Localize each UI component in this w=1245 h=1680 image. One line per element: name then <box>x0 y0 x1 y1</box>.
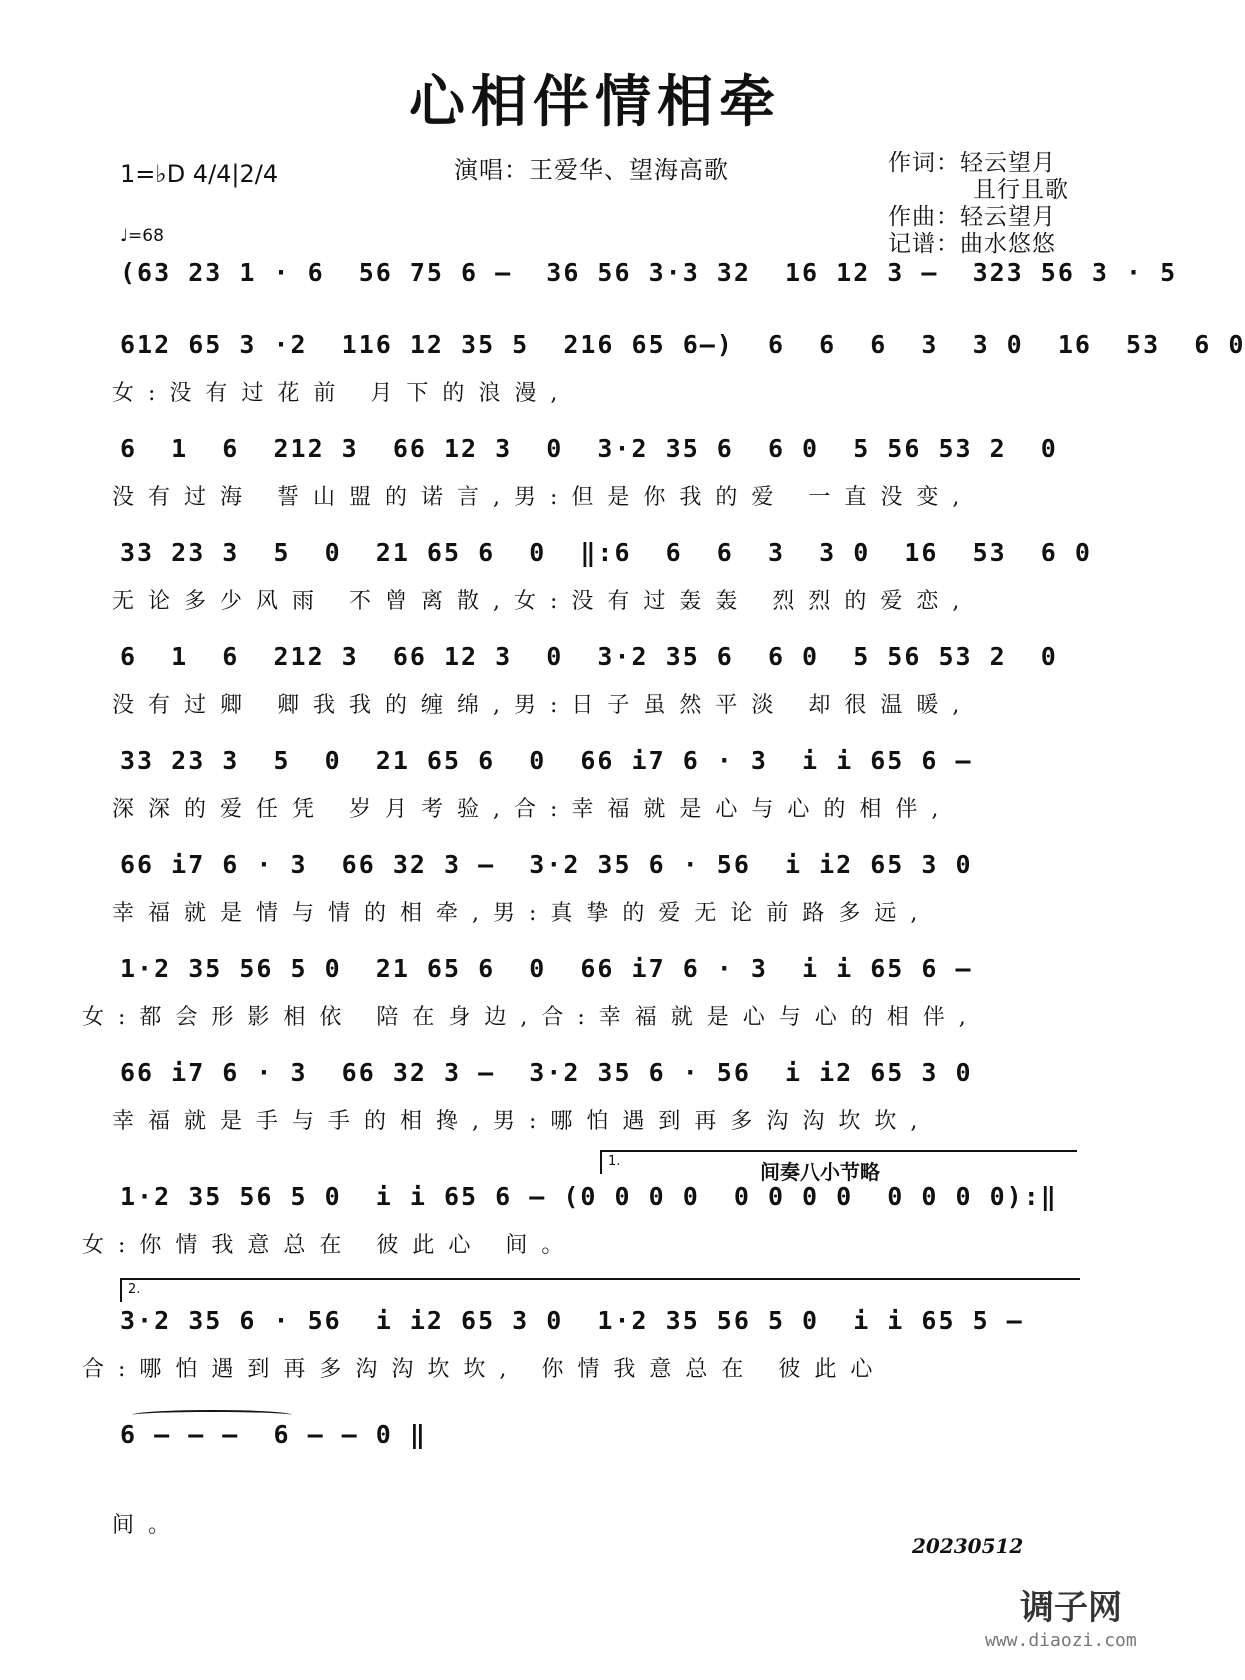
notation-line-1: (63 23 1 · 6 56 75 6 – 36 56 3·3 32 16 12 3 – 323 56 3 · 5 <box>120 258 1178 287</box>
watermark-url: www.diaozi.com <box>985 1630 1137 1651</box>
lyricist-2: 且行且歌 <box>973 177 1069 203</box>
score-line <box>120 330 1245 360</box>
lyricist-1: 轻云望月 <box>960 150 1056 176</box>
transcriber: 曲水悠悠 <box>960 231 1056 257</box>
singer-credit: 演唱：王爱华、望海高歌 <box>454 156 729 184</box>
score-line <box>120 1182 1078 1212</box>
lyric-line-9: 幸福就是手与手的相搀,男:哪怕遇到再多沟沟坎坎, <box>112 1109 932 1134</box>
key-signature: 1=♭D 4/4|2/4 <box>120 160 279 188</box>
lyricist-label: 作词： <box>888 150 960 176</box>
lyric-line-2: 女:没有过花前 月下的浪漫, <box>112 381 572 406</box>
score-line <box>120 258 1178 288</box>
lyric-line-10: 女:你情我意总在 彼此心 间。 <box>82 1233 578 1258</box>
notation-line-6: 33 23 3 5 0 21 65 6 0 66 i7 6 · 3 i i 65 6 – <box>120 746 973 775</box>
lyric-line-6: 深深的爱任凭 岁月考验,合:幸福就是心与心的相伴, <box>112 797 953 822</box>
volta-2-bracket <box>120 1278 1080 1302</box>
score-line <box>120 746 1078 776</box>
lyric-line-8: 女:都会形影相依 陪在身边,合:幸福就是心与心的相伴, <box>82 1005 980 1030</box>
lyric-line-5: 没有过卿 卿我我的缠绵,男:日子虽然平淡 却很温暖, <box>112 693 974 718</box>
notation-line-5: 6 1 6 212 3 66 12 3 0 3·2 35 6 6 0 5 56 53 2 0 <box>120 642 1058 671</box>
notation-line-9: 66 i7 6 · 3 66 32 3 – 3·2 35 6 · 56 i i2 65 3 0 <box>120 1058 973 1087</box>
notation-line-3: 6 1 6 212 3 66 12 3 0 3·2 35 6 6 0 5 56 53 2 0 <box>120 434 1058 463</box>
notation-line-12: 6 – – – 6 – – 0 ‖ <box>120 1420 427 1449</box>
lyric-line-12: 间。 <box>112 1513 185 1538</box>
score-line <box>120 850 1078 880</box>
notation-line-10: 1·2 35 56 5 0 i i 65 6 – (0 0 0 0 0 0 0 0 0 0 0 0):‖ <box>120 1182 1058 1211</box>
lyric-line-7: 幸福就是情与情的相牵,男:真挚的爱无论前路多远, <box>112 901 932 926</box>
notation-line-11: 3·2 35 6 · 56 i i2 65 3 0 1·2 35 56 5 0 i i 65 5 – <box>120 1306 1024 1335</box>
lyric-line-4: 无论多少风雨 不曾离散,女:没有过轰轰 烈烈的爱恋, <box>112 589 974 614</box>
notation-line-4: 33 23 3 5 0 21 65 6 0 ‖:6 6 6 3 3 0 16 53 6 0 <box>120 538 1092 567</box>
score-line <box>120 642 1078 672</box>
notation-line-7: 66 i7 6 · 3 66 32 3 – 3·2 35 6 · 56 i i2 65 3 0 <box>120 850 973 879</box>
score-line <box>120 434 1078 464</box>
score-line <box>120 538 1092 568</box>
lyric-line-3: 没有过海 誓山盟的诺言,男:但是你我的爱 一直没变, <box>112 485 974 510</box>
volta-2-label: 2. <box>128 1282 141 1297</box>
score-line <box>120 1420 440 1450</box>
notation-line-2: 612 65 3 ·2 116 12 35 5 216 65 6–) 6 6 6 3 3 0 16 53 6 0 <box>120 330 1245 359</box>
lyric-line-11: 合:哪怕遇到再多沟沟坎坎, 你情我意总在 彼此心 <box>82 1357 887 1382</box>
score-line <box>120 954 1078 984</box>
credits-block <box>888 150 1069 258</box>
watermark-logo: 调子网 <box>1020 1588 1122 1628</box>
date-stamp: 20230512 <box>912 1534 1024 1558</box>
volta-1-label: 1. <box>608 1154 621 1169</box>
composer-label: 作曲： <box>888 204 960 230</box>
score-line <box>120 1058 1078 1088</box>
notation-line-8: 1·2 35 56 5 0 21 65 6 0 66 i7 6 · 3 i i 65 6 – <box>120 954 973 983</box>
final-tie <box>132 1410 292 1420</box>
interlude-note: 间奏八小节略 <box>760 1160 880 1184</box>
composer: 轻云望月 <box>960 204 1056 230</box>
transcriber-label: 记谱： <box>888 231 960 257</box>
tempo-marking: ♩=68 <box>120 226 164 246</box>
song-title: 心相伴情相牵 <box>409 70 781 135</box>
score-line <box>120 1306 1078 1336</box>
